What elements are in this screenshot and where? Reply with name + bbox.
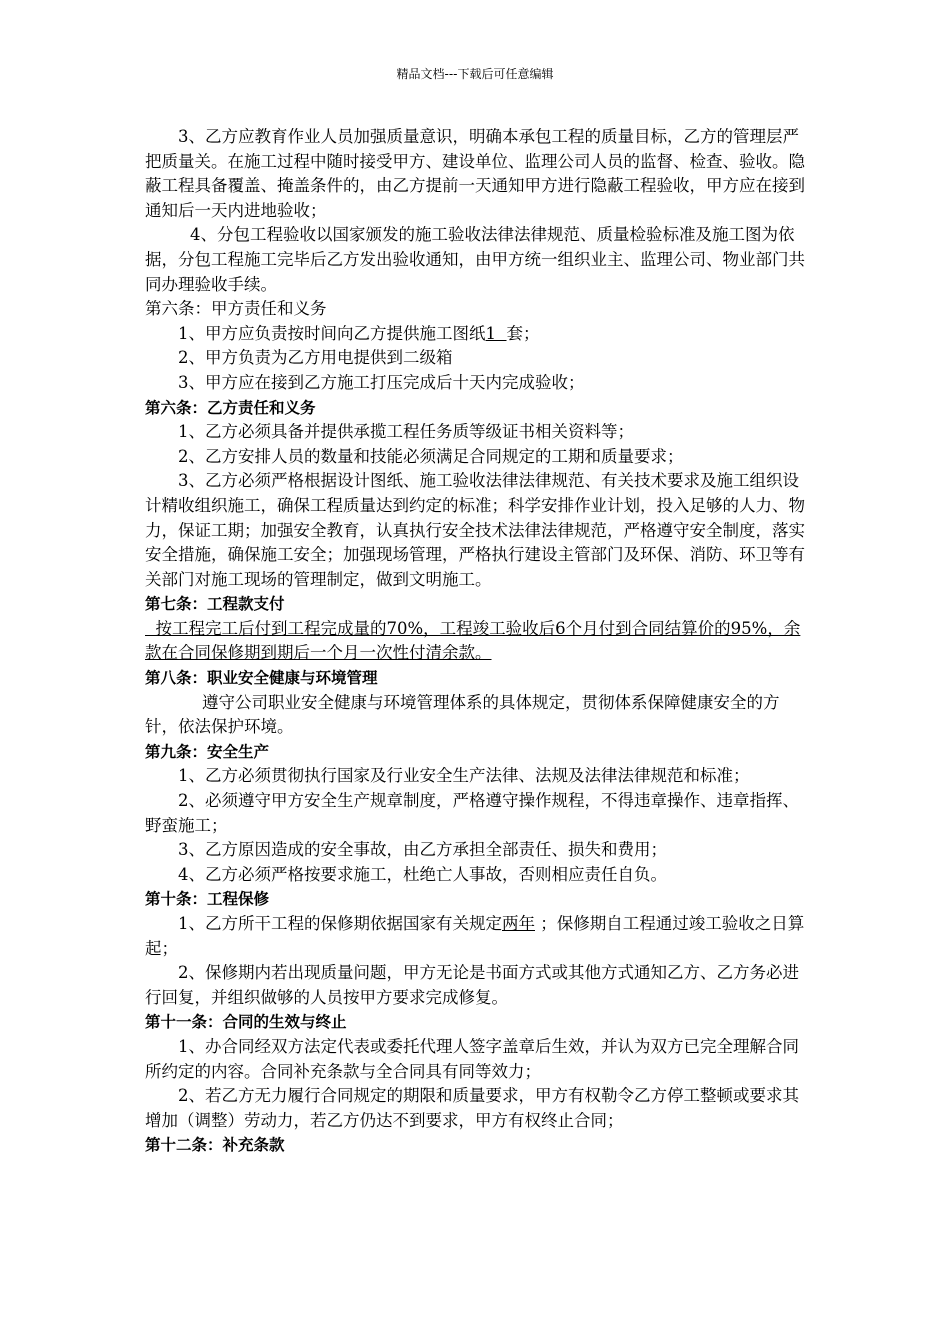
paragraph: 3、乙方必须严格根据设计图纸、施工验收法律法律规范、有关技术要求及施工组织设计精收组织施工，确保工程质量达到约定的标准；科学安排作业计划，投入足够的人力、物力，保证工期；加强安全教育，认真执行安全技术法律法律规范，严格遵守安全制度，落实安全措施，确保施工安全；加强现场管理，严格执行建设主管部门及环保、消防、环卫等有关部门对施工现场的管理制定，做到文明施工。	[145, 471, 805, 589]
underlined-value: 两年	[502, 914, 535, 933]
section-heading: 第十一条：合同的生效与终止	[145, 1013, 347, 1032]
paragraph: 2、保修期内若出现质量问题，甲方无论是书面方式或其他方式通知乙方、乙方务必进行回复，并组织做够的人员按甲方要求完成修复。	[145, 963, 799, 1007]
paragraph-text: 1、甲方应负责按时间向乙方提供施工图纸	[178, 323, 486, 343]
section-heading: 第六条：乙方责任和义务	[145, 398, 316, 417]
paragraph: 4、乙方必须严格按要求施工，杜绝亡人事故，否则相应责任自负。	[178, 864, 667, 884]
paragraph: 2、若乙方无力履行合同规定的期限和质量要求，甲方有权勒令乙方停工整顿或要求其增加（调整）劳动力，若乙方仍达不到要求，甲方有权终止合同；	[145, 1086, 799, 1130]
paragraph-text: ；保修期自工程通过竣工验收之日算起；	[145, 914, 805, 958]
section-heading: 第六条：甲方责任和义务	[145, 299, 327, 319]
paragraph: 2、乙方安排人员的数量和技能必须满足合同规定的工期和质量要求；	[178, 446, 684, 466]
paragraph: 4、分包工程验收以国家颁发的施工验收法律法律规范、质量检验标准及施工图为依据，分包工程施工完毕后乙方发出验收通知，由甲方统一组织业主、监理公司、物业部门共同办理验收手续。	[145, 225, 805, 294]
paragraph: 1、乙方必须贯彻执行国家及行业安全生产法律、法规及法律法律规范和标准；	[178, 766, 750, 786]
section-heading: 第八条：职业安全健康与环境管理	[145, 669, 378, 688]
paragraph: 1、乙方必须具备并提供承揽工程任务质等级证书相关资料等；	[178, 422, 634, 442]
underlined-paragraph: 按工程完工后付到工程完成量的70%，工程竣工验收后6个月付到合同结算价的95%，余款在合同保修期到期后一个月一次性付清余款。	[145, 618, 801, 663]
paragraph-text: 套；	[506, 323, 540, 343]
underlined-value: 1	[485, 323, 507, 343]
document-body	[145, 125, 810, 1158]
section-heading: 第九条：安全生产	[145, 742, 270, 761]
paragraph: 1、办合同经双方法定代表或委托代理人签字盖章后生效，并认为双方已完全理解合同所约定的内容。合同补充条款与全合同具有同等效力；	[145, 1036, 799, 1081]
page-header: 精品文档---下载后可任意编辑	[396, 67, 554, 81]
paragraph: 遵守公司职业安全健康与环境管理体系的具体规定，贯彻体系保障健康安全的方针，依法保护环境。	[145, 692, 780, 737]
paragraph-text: 1、乙方所干工程的保修期依据国家有关规定	[178, 914, 502, 933]
paragraph: 2、甲方负责为乙方用电提供到二级箱	[178, 348, 453, 368]
paragraph: 3、乙方应教育作业人员加强质量意识，明确本承包工程的质量目标，乙方的管理层严把质量关。在施工过程中随时接受甲方、建设单位、监理公司人员的监督、检查、验收。隐蔽工程具备覆盖、掩盖条件的，由乙方提前一天通知甲方进行隐蔽工程验收，甲方应在接到通知后一天内进地验收；	[145, 127, 805, 220]
section-heading: 第十条：工程保修	[145, 890, 270, 909]
paragraph: 2、必须遵守甲方安全生产规章制度，严格遵守操作规程，不得违章操作、违章指挥、野蛮施工；	[145, 791, 799, 835]
section-heading: 第七条：工程款支付	[145, 595, 285, 614]
paragraph: 3、甲方应在接到乙方施工打压完成后十天内完成验收；	[178, 372, 585, 392]
paragraph	[145, 912, 810, 961]
paragraph	[145, 322, 810, 347]
paragraph: 3、乙方原因造成的安全事故，由乙方承担全部责任、损失和费用；	[178, 840, 667, 860]
section-heading: 第十二条：补充条款	[145, 1136, 285, 1155]
